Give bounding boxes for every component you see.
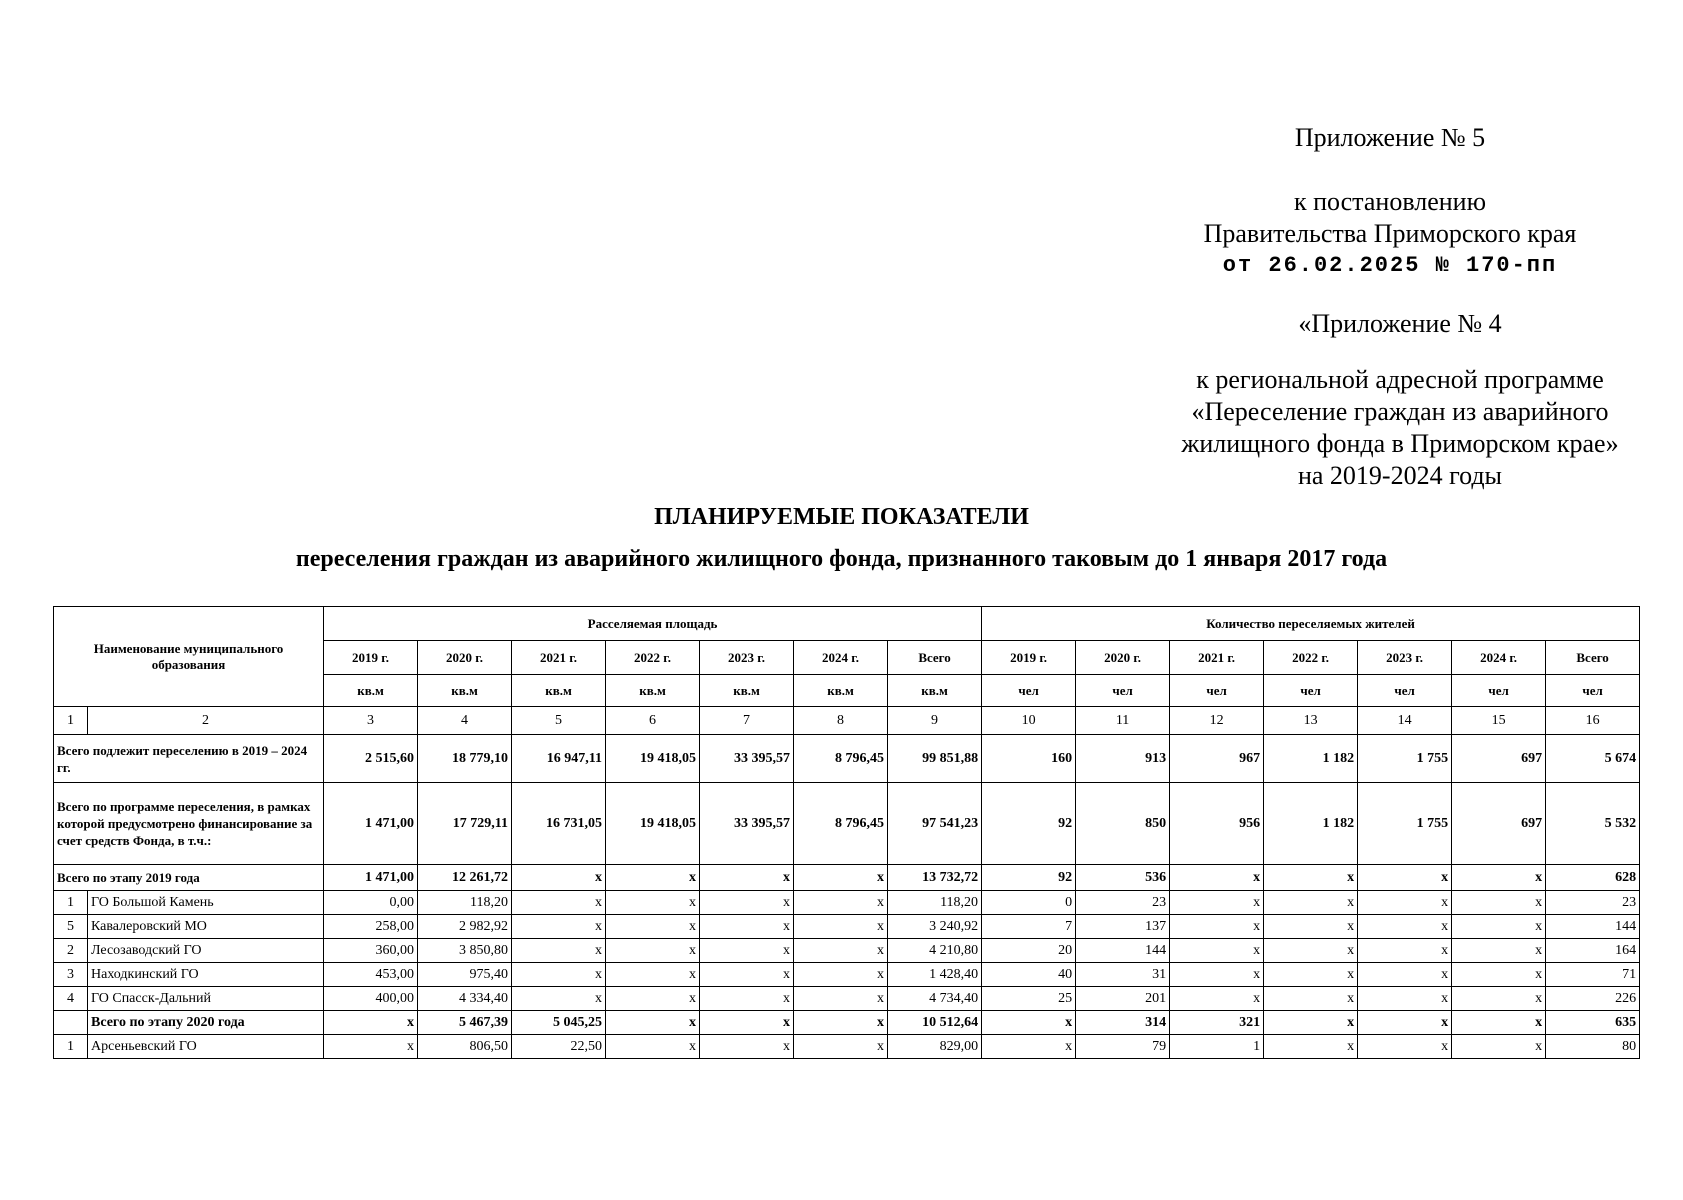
row-value: x [700,939,794,963]
row-value: x [606,939,700,963]
indicators-table [53,606,1640,1059]
document-title: ПЛАНИРУЕМЫЕ ПОКАЗАТЕЛИ [654,504,1029,530]
column-number-row [54,707,1640,735]
municipality-name-header: Наименование муниципального образования [54,607,324,707]
people-group-header: Количество переселяемых жителей [982,607,1640,641]
row-value: x [606,891,700,915]
row-value: 19 418,05 [606,783,700,865]
row-value: x [794,963,888,987]
table-row [54,865,1640,891]
row-value: x [1452,865,1546,891]
row-value: 8 796,45 [794,735,888,783]
table-row [54,987,1640,1011]
row-value: x [1264,915,1358,939]
people-unit-header: чел [1546,675,1640,707]
column-number: 6 [606,707,700,735]
row-value: 967 [1170,735,1264,783]
row-value: x [512,963,606,987]
row-value: x [606,987,700,1011]
row-value: 697 [1452,783,1546,865]
area-year-header: Всего [888,641,982,675]
row-value: x [324,1011,418,1035]
row-value: 164 [1546,939,1640,963]
column-number: 4 [418,707,512,735]
row-value: 4 734,40 [888,987,982,1011]
row-value: 5 467,39 [418,1011,512,1035]
row-value: x [794,987,888,1011]
people-year-header: 2023 г. [1358,641,1452,675]
row-value: 17 729,11 [418,783,512,865]
row-value: x [606,963,700,987]
row-value: 23 [1546,891,1640,915]
row-value: x [1170,987,1264,1011]
row-value: 13 732,72 [888,865,982,891]
column-number: 5 [512,707,606,735]
column-number: 11 [1076,707,1170,735]
people-year-header: 2020 г. [1076,641,1170,675]
row-value: 4 210,80 [888,939,982,963]
area-unit-header: кв.м [512,675,606,707]
row-name: Всего подлежит переселению в 2019 – 2024 гг. [54,735,324,783]
row-value: 4 334,40 [418,987,512,1011]
table-row [54,783,1640,865]
row-value: x [794,891,888,915]
row-value: 10 512,64 [888,1011,982,1035]
row-value: x [1264,987,1358,1011]
program-line-3: жилищного фонда в Приморском крае» [1181,429,1619,458]
column-number: 7 [700,707,794,735]
row-value: 144 [1076,939,1170,963]
row-value: 913 [1076,735,1170,783]
area-unit-header: кв.м [888,675,982,707]
row-value: 22,50 [512,1035,606,1059]
area-unit-header: кв.м [324,675,418,707]
area-year-header: 2021 г. [512,641,606,675]
row-value: 1 [1170,1035,1264,1059]
row-value: 8 796,45 [794,783,888,865]
row-value: 5 045,25 [512,1011,606,1035]
row-value: x [1264,939,1358,963]
area-group-header: Расселяемая площадь [324,607,982,641]
row-value: x [1358,963,1452,987]
row-value: 79 [1076,1035,1170,1059]
row-value: x [1452,963,1546,987]
people-unit-header: чел [1170,675,1264,707]
row-value: 201 [1076,987,1170,1011]
row-value: x [1452,891,1546,915]
row-value: x [1358,915,1452,939]
row-value: 92 [982,783,1076,865]
area-unit-header: кв.м [606,675,700,707]
program-line-2: «Переселение граждан из аварийного [1191,397,1609,426]
people-unit-header: чел [1358,675,1452,707]
row-number: 1 [54,1035,88,1059]
column-number: 9 [888,707,982,735]
row-value: x [1170,939,1264,963]
row-number: 1 [54,891,88,915]
row-value: 20 [982,939,1076,963]
row-value: 697 [1452,735,1546,783]
column-number: 8 [794,707,888,735]
area-year-header: 2024 г. [794,641,888,675]
row-value: x [982,1035,1076,1059]
row-value: x [700,1035,794,1059]
row-value: x [1264,865,1358,891]
people-unit-header: чел [1076,675,1170,707]
row-value: x [1170,891,1264,915]
row-number: 3 [54,963,88,987]
row-value: 2 515,60 [324,735,418,783]
row-value: 1 471,00 [324,865,418,891]
row-value: 1 471,00 [324,783,418,865]
appendix-4-label: «Приложение № 4 [1298,309,1502,338]
column-number: 13 [1264,707,1358,735]
people-year-header: 2021 г. [1170,641,1264,675]
row-value: 160 [982,735,1076,783]
table-row [54,735,1640,783]
row-value: x [1358,891,1452,915]
row-value: 80 [1546,1035,1640,1059]
row-value: 40 [982,963,1076,987]
row-value: 806,50 [418,1035,512,1059]
row-value: 118,20 [888,891,982,915]
row-value: x [606,1011,700,1035]
row-value: 97 541,23 [888,783,982,865]
column-number: 12 [1170,707,1264,735]
row-value: 0,00 [324,891,418,915]
row-value: 118,20 [418,891,512,915]
table-row [54,915,1640,939]
row-value: x [512,891,606,915]
people-year-header: 2019 г. [982,641,1076,675]
table-row [54,939,1640,963]
row-value: x [1358,1035,1452,1059]
column-number: 14 [1358,707,1452,735]
row-value: x [1358,1011,1452,1035]
row-value: x [1452,939,1546,963]
row-value: x [512,915,606,939]
appendix-5-label: Приложение № 5 [1294,123,1486,152]
column-number: 3 [324,707,418,735]
program-line-1: к региональной адресной программе [1196,365,1604,394]
row-value: x [1264,1011,1358,1035]
column-number: 16 [1546,707,1640,735]
decree-line-2: Правительства Приморского края [1203,219,1577,248]
row-value: 2 982,92 [418,915,512,939]
row-value: 314 [1076,1011,1170,1035]
row-value: 258,00 [324,915,418,939]
row-value: 19 418,05 [606,735,700,783]
row-value: x [512,865,606,891]
row-value: 137 [1076,915,1170,939]
row-value: x [324,1035,418,1059]
decree-reference [1175,186,1605,282]
area-unit-header: кв.м [794,675,888,707]
row-value: x [606,865,700,891]
area-unit-header: кв.м [700,675,794,707]
row-value: 5 674 [1546,735,1640,783]
row-value: x [1170,915,1264,939]
row-value: x [794,939,888,963]
row-value: x [1452,1035,1546,1059]
table-body [54,735,1640,1059]
row-value: 536 [1076,865,1170,891]
area-year-header: 2020 г. [418,641,512,675]
table-row [54,963,1640,987]
people-year-header: Всего [1546,641,1640,675]
row-name: Кавалеровский МО [88,915,324,939]
program-line-4: на 2019-2024 годы [1297,461,1503,490]
row-value: 23 [1076,891,1170,915]
row-number: 2 [54,939,88,963]
row-value: 956 [1170,783,1264,865]
row-value: x [700,865,794,891]
row-value: x [700,1011,794,1035]
area-unit-header: кв.м [418,675,512,707]
row-value: 33 395,57 [700,783,794,865]
row-number: 4 [54,987,88,1011]
row-value: x [700,987,794,1011]
row-value: 16 947,11 [512,735,606,783]
area-year-header: 2019 г. [324,641,418,675]
row-value: x [1264,891,1358,915]
row-value: 5 532 [1546,783,1640,865]
row-value: x [794,1035,888,1059]
program-reference [1140,364,1660,492]
row-value: x [700,891,794,915]
row-value: 33 395,57 [700,735,794,783]
row-name: Всего по программе переселения, в рамках которой предусмотрено финансирование за счет средств Фонда, в т.ч.: [54,783,324,865]
people-unit-header: чел [982,675,1076,707]
row-value: 360,00 [324,939,418,963]
row-value: x [1264,963,1358,987]
row-value: 1 428,40 [888,963,982,987]
row-value: 226 [1546,987,1640,1011]
row-number [54,1011,88,1035]
row-value: x [1452,1011,1546,1035]
table-row [54,1011,1640,1035]
row-name: ГО Большой Камень [88,891,324,915]
row-value: x [700,963,794,987]
row-value: x [606,1035,700,1059]
people-year-header: 2024 г. [1452,641,1546,675]
table-row [54,1035,1640,1059]
row-value: 92 [982,865,1076,891]
row-name: Всего по этапу 2019 года [54,865,324,891]
row-value: x [512,987,606,1011]
row-value: 1 755 [1358,735,1452,783]
people-unit-header: чел [1264,675,1358,707]
row-value: 850 [1076,783,1170,865]
area-year-header: 2023 г. [700,641,794,675]
row-value: 1 182 [1264,735,1358,783]
row-value: x [982,1011,1076,1035]
row-value: 16 731,05 [512,783,606,865]
row-value: 12 261,72 [418,865,512,891]
row-value: x [1452,987,1546,1011]
row-value: 31 [1076,963,1170,987]
row-value: 3 850,80 [418,939,512,963]
row-value: x [700,915,794,939]
row-value: 453,00 [324,963,418,987]
row-value: 400,00 [324,987,418,1011]
row-name: Лесозаводский ГО [88,939,324,963]
row-value: 829,00 [888,1035,982,1059]
row-value: x [512,939,606,963]
row-number: 5 [54,915,88,939]
row-name: ГО Спасск-Дальний [88,987,324,1011]
row-value: 144 [1546,915,1640,939]
row-name: Всего по этапу 2020 года [88,1011,324,1035]
column-number: 10 [982,707,1076,735]
row-value: 975,40 [418,963,512,987]
row-value: 1 182 [1264,783,1358,865]
row-value: 628 [1546,865,1640,891]
row-name: Арсеньевский ГО [88,1035,324,1059]
row-value: 635 [1546,1011,1640,1035]
row-value: 3 240,92 [888,915,982,939]
document-subtitle: переселения граждан из аварийного жилищного фонда, признанного таковым до 1 января 2017 года [295,546,1388,572]
row-value: 1 755 [1358,783,1452,865]
row-value: 0 [982,891,1076,915]
row-value: x [794,1011,888,1035]
row-value: x [1358,939,1452,963]
area-year-header: 2022 г. [606,641,700,675]
row-value: x [794,865,888,891]
decree-line-1: к постановлению [1293,187,1487,216]
row-name: Находкинский ГО [88,963,324,987]
column-number: 2 [88,707,324,735]
row-value: x [1358,987,1452,1011]
row-value: x [1358,865,1452,891]
row-value: x [606,915,700,939]
row-value: 7 [982,915,1076,939]
column-number: 15 [1452,707,1546,735]
row-value: x [794,915,888,939]
column-number: 1 [54,707,88,735]
table-row [54,891,1640,915]
row-value: 321 [1170,1011,1264,1035]
row-value: 99 851,88 [888,735,982,783]
row-value: 18 779,10 [418,735,512,783]
people-unit-header: чел [1452,675,1546,707]
row-value: 25 [982,987,1076,1011]
row-value: x [1170,963,1264,987]
decree-date-number: от 26.02.2025 № 170-пп [1222,253,1558,278]
people-year-header: 2022 г. [1264,641,1358,675]
row-value: 71 [1546,963,1640,987]
row-value: x [1170,865,1264,891]
row-value: x [1264,1035,1358,1059]
row-value: x [1452,915,1546,939]
